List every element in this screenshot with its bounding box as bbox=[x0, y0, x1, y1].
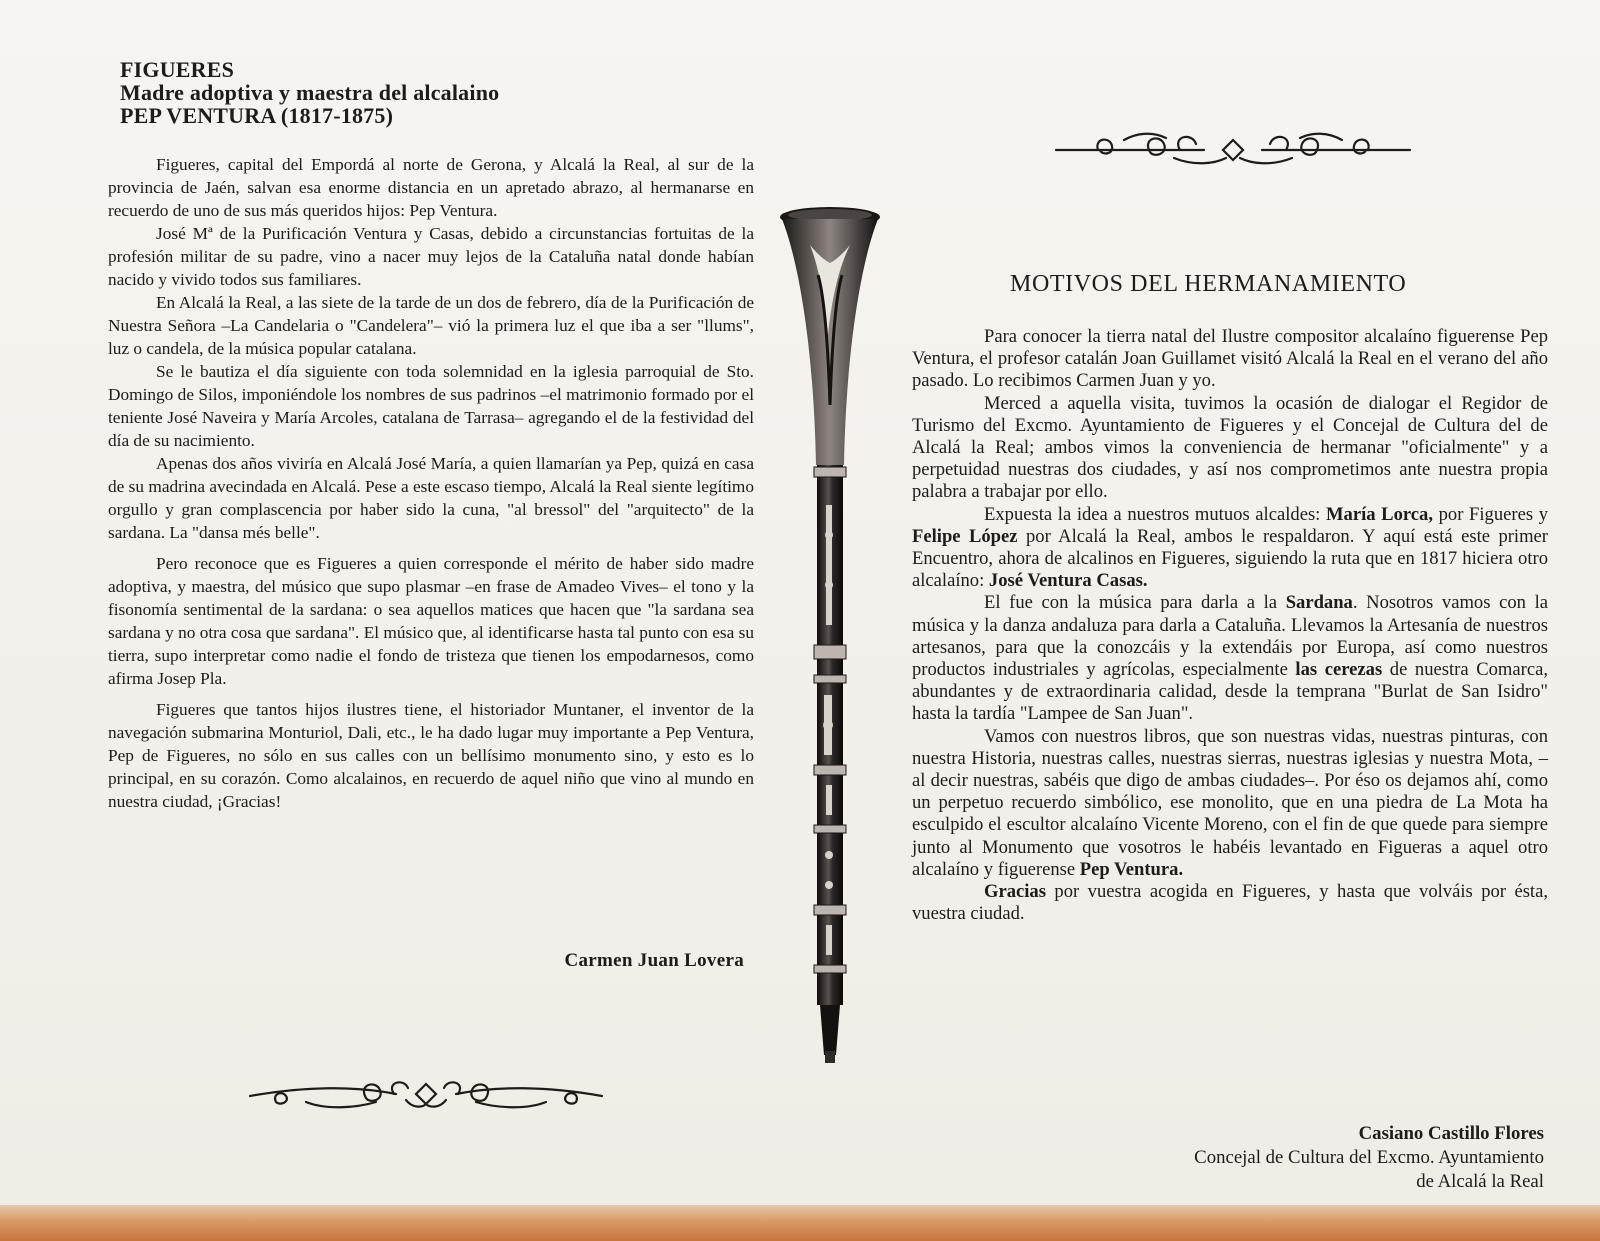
bold-name: José Ventura Casas. bbox=[988, 570, 1148, 592]
right-paragraph bbox=[912, 504, 1548, 593]
text-run: Vamos con nuestros libros, que son nuestras vidas, nuestras pinturas, con nuestra Historia, nuestras calles, nuestras sierras, nuestras iglesias y nuestra Mota, –al decir nuestras, sabéis que digo de ambas ciudades–. Por éso os dejamos ahí, como un perpetuo recuerdo simbólico, ese monolito, que en una piedra de La Mota ha esculpido el escultor alcalaíno Vicente Moreno, con el fin de que quede para siempre junto al Monumento que vosotros le habéis levantado en Figueras a aquel otro alcalaíno y figuerense bbox=[912, 725, 1548, 880]
bold-term: las cerezas bbox=[1295, 659, 1383, 681]
heading-line-1: FIGUERES bbox=[120, 57, 235, 82]
text-run: por vuestra acogida en Figueres, y hasta que volváis por ésta, vuestra ciudad. bbox=[912, 881, 1548, 925]
left-paragraph: Figueres que tantos hijos ilustres tiene, el historiador Muntaner, el inventor de la navegación submarina Monturiol, Dali, etc., le ha dado lugar muy importante a Pep Ventura, Pep de Figueres, no sólo en sus calles con un bellísimo monumento sino, y esto es lo principal, en su corazón. Como alcalainos, en recuerdo de aquel niño que vino al mundo en nuestra ciudad, ¡Gracias! bbox=[108, 700, 754, 811]
bold-name: Felipe López bbox=[912, 525, 1018, 547]
right-paragraph: Para conocer la tierra natal del Ilustre compositor alcalaíno figuerense Pep Ventura, el profesor catalán Joan Guillamet visitó Alcalá la Real en el verano del año pasado. Lo recibimos Carmen Juan y yo. bbox=[912, 326, 1548, 392]
right-title: MOTIVOS DEL HERMANAMIENTO bbox=[1010, 271, 1407, 297]
text-run: por Alcalá la Real, ambos le respaldaron. Y aquí está este primer Encuentro, ahora de alcalinos en Figueres, siguiendo la ruta que en 1817 hiciera otro alcalaíno: bbox=[912, 525, 1549, 592]
scroll-ornament-icon bbox=[1054, 128, 1412, 172]
right-paragraph bbox=[912, 881, 1548, 925]
text-run: . Nosotros vamos con la música y la danza andaluza para darla a Cataluña. Llevamos la Artesanía de nuestros artesanos, para que la conozcáis y la extendáis por Europa, así como nuestros productos industriales y agrícolas, especialmente bbox=[912, 592, 1548, 681]
left-paragraph: Apenas dos años viviría en Alcalá José María, a quien llamarían ya Pep, quizá en casa de su madrina avecindada en Alcalá. Pese a este escaso tiempo, Alcalá la Real siente legítimo orgullo y gran complascencia por haber sido la cuna, "al bressol" del "arquitecto" de la sardana. La "dansa més belle". bbox=[108, 454, 754, 542]
text-run: Expuesta la idea a nuestros mutuos alcaldes: bbox=[984, 503, 1326, 525]
scroll-ornament-icon bbox=[246, 1072, 606, 1116]
bold-term: Gracias bbox=[984, 881, 1046, 903]
left-paragraph: Figueres, capital del Empordá al norte de Gerona, y Alcalá la Real, al sur de la provincia de Jaén, salvan esa enorme distancia en un apretado abrazo, al hermanarse en recuerdo de uno de sus más queridos hijos: Pep Ventura. bbox=[108, 155, 754, 220]
heading-line-2: Madre adoptiva y maestra del alcalaino bbox=[120, 80, 500, 105]
text-run: por Figueres y bbox=[1433, 503, 1549, 525]
text-run: El fue con la música para darla a la bbox=[984, 592, 1286, 614]
bottom-edge-strip bbox=[0, 1205, 1600, 1241]
right-paragraph bbox=[912, 592, 1548, 725]
right-paragraph: Merced a aquella visita, tuvimos la ocasión de dialogar el Regidor de Turismo del Excmo. Ayuntamiento de Figueres y el Concejal de Cultura del de Alcalá la Real; ambos vimos la conveniencia de hermanar "oficialmente" y a perpetuidad nuestras dos ciudades, y así nos comprometimos ante nuestra propia palabra a trabajar por ello. bbox=[912, 392, 1548, 503]
right-signature bbox=[1060, 1122, 1544, 1194]
signature-role: Concejal de Cultura del Excmo. Ayuntamiento bbox=[1194, 1147, 1544, 1168]
tenora-instrument-image bbox=[770, 205, 890, 1065]
bold-name: Pep Ventura. bbox=[1079, 858, 1184, 880]
left-paragraph: José Mª de la Purificación Ventura y Casas, debido a circunstancias fortuitas de la profesión militar de su padre, vino a nacer muy lejos de la Cataluña natal donde habían nacido y vivido todos sus familiares. bbox=[108, 224, 754, 289]
left-paragraph: Se le bautiza el día siguiente con toda solemnidad en la iglesia parroquial de Sto. Domingo de Silos, imponiéndole los nombres de sus padrinos –el matrimonio formado por el teniente José Naveira y María Arcoles, catalana de Tarrasa– agregando el de la festividad del día de su nacimiento. bbox=[108, 362, 754, 450]
signature-place: de Alcalá la Real bbox=[1416, 1171, 1544, 1192]
bold-term: Sardana bbox=[1285, 592, 1353, 614]
right-article-body bbox=[912, 326, 1548, 925]
text-run: de nuestra Comarca, abundantes y de extraordinaria calidad, desde la temprana "Burlat de San Isidro" hasta la tardía "Lampee de San Juan". bbox=[912, 659, 1548, 725]
left-signature: Carmen Juan Lovera bbox=[564, 950, 744, 971]
left-paragraph: Pero reconoce que es Figueres a quien corresponde el mérito de haber sido madre adoptiva, y maestra, del músico que supo plasmar –en frase de Amadeo Vives– el tono y la fisonomía sentimental de la sardana: o sea aquellos matices que hacen que "la sardana sea sardana y no otra cosa que sardana". El músico que, al identificarse hasta tal punto con esa su tierra, supo interpretar como nadie el fondo de tristeza que tienen los empodarnesos, como afirma Josep Pla. bbox=[108, 554, 754, 688]
heading-line-3: PEP VENTURA (1817-1875) bbox=[120, 103, 394, 128]
left-article-body bbox=[108, 153, 754, 813]
left-heading bbox=[120, 58, 640, 127]
right-paragraph bbox=[912, 726, 1548, 881]
signature-name: Casiano Castillo Flores bbox=[1358, 1123, 1544, 1144]
left-paragraph: En Alcalá la Real, a las siete de la tarde de un dos de febrero, día de la Purificación de Nuestra Señora –La Candelaria o "Candelera"– vió la primera luz el que iba a ser "llums", luz o candela, de la música popular catalana. bbox=[108, 293, 754, 358]
bold-name: María Lorca, bbox=[1325, 503, 1433, 525]
